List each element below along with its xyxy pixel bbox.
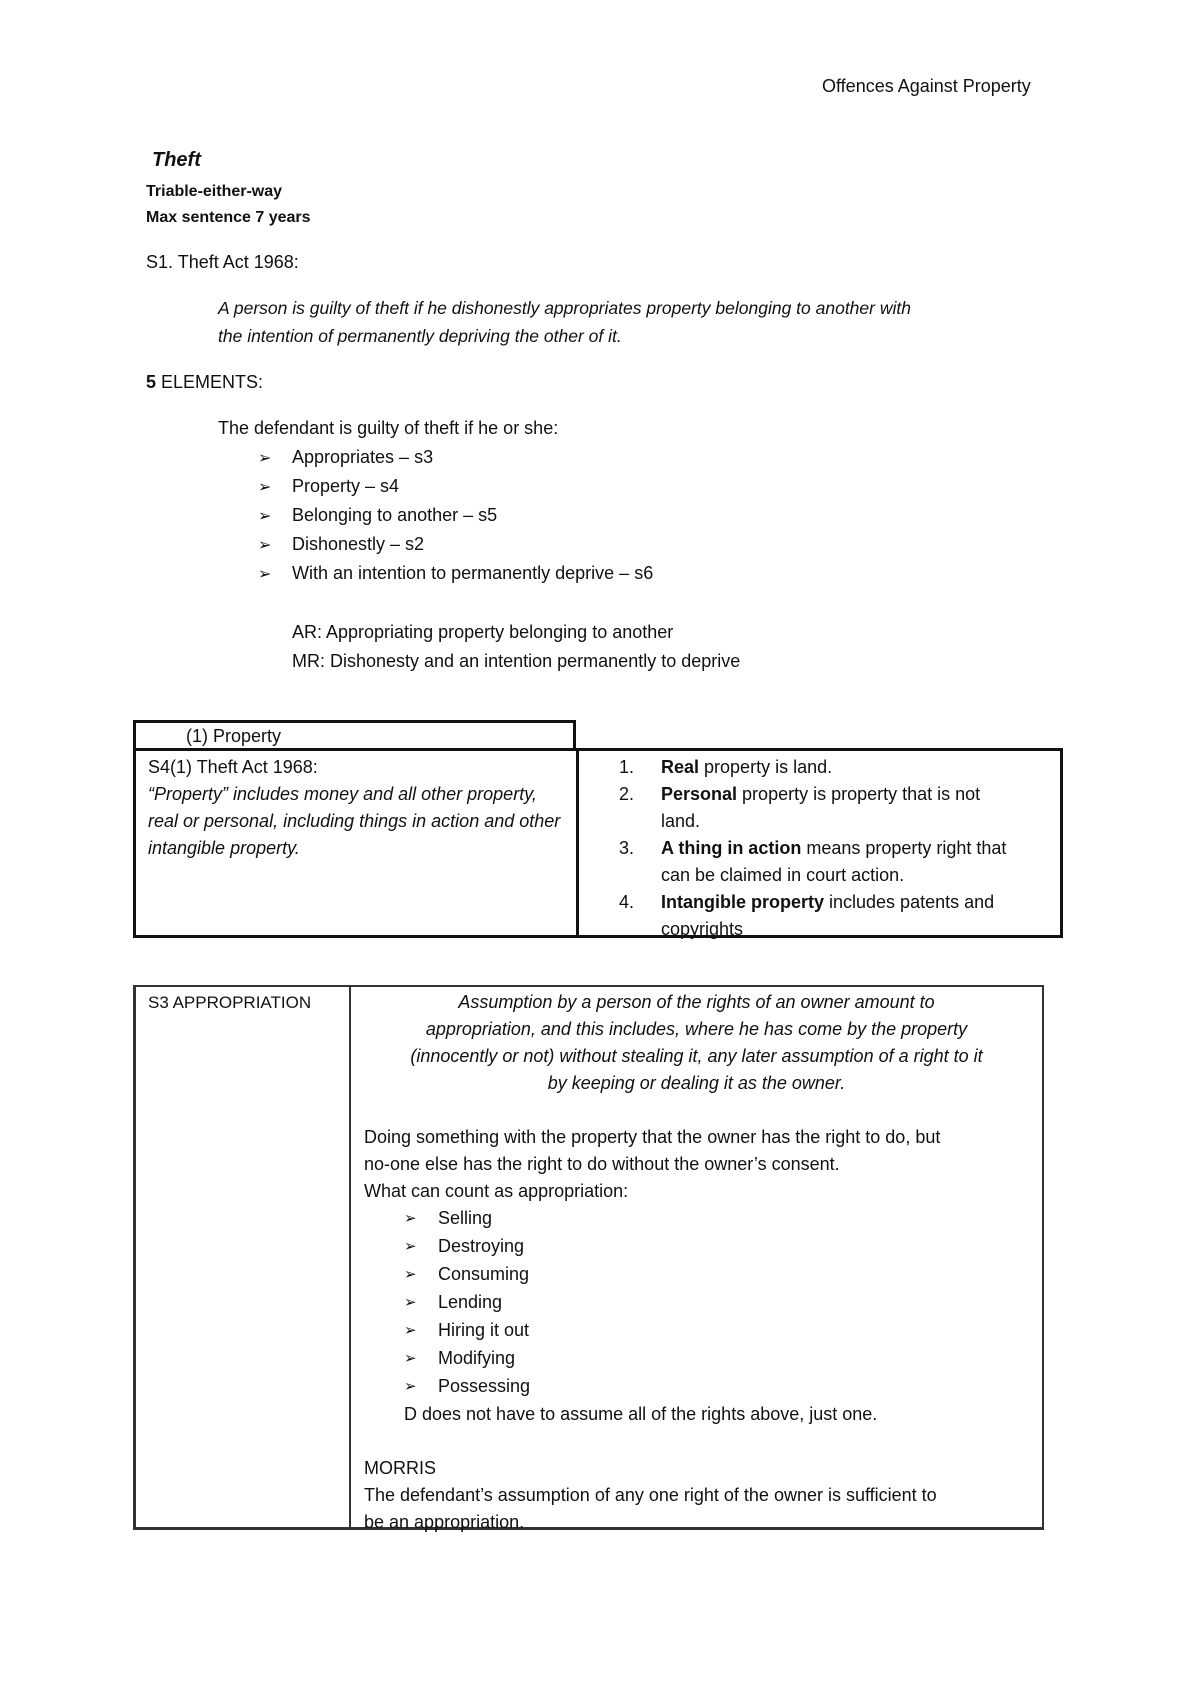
element-text: Appropriates – s3 (292, 447, 434, 467)
element-item (258, 472, 399, 502)
item-term: Intangible property (661, 892, 825, 912)
appropriation-table (133, 985, 1044, 1530)
list-intro: What can count as appropriation: (364, 1181, 629, 1201)
arrowhead-bullet-icon: ➢ (404, 1378, 417, 1395)
property-table-row (133, 748, 1063, 938)
item-number: 1. (619, 757, 635, 777)
example-text: Consuming (438, 1264, 530, 1284)
quote-line: appropriation, and this includes, where he has come by the property (425, 1019, 968, 1039)
element-text: Dishonestly – s2 (292, 534, 425, 554)
property-type-item (619, 754, 1049, 781)
item-number: 2. (619, 784, 635, 804)
mode-of-trial: Triable-either-way (146, 183, 283, 200)
element-text: With an intention to permanently deprive – s6 (292, 563, 654, 583)
column-divider (349, 987, 351, 1527)
elements-count: 5 (146, 372, 157, 392)
explanation-line: no-one else has the right to do without the owner’s consent. (364, 1154, 840, 1174)
example-text: Selling (438, 1208, 493, 1228)
appropriation-example (364, 1233, 1029, 1261)
element-item (258, 443, 433, 473)
arrowhead-bullet-icon: ➢ (258, 537, 272, 554)
example-text: Destroying (438, 1236, 525, 1256)
arrowhead-bullet-icon: ➢ (404, 1210, 417, 1227)
arrowhead-bullet-icon: ➢ (404, 1294, 417, 1311)
appropriation-label: S3 APPROPRIATION (148, 993, 312, 1012)
property-type-item (619, 781, 1049, 835)
definition-line: A person is guilty of theft if he dishonestly appropriates property belonging to another with (218, 298, 911, 318)
example-text: Possessing (438, 1376, 531, 1396)
arrowhead-bullet-icon: ➢ (258, 479, 272, 496)
column-divider (576, 751, 579, 935)
appropriation-example (364, 1205, 1029, 1233)
item-term: A thing in action (661, 838, 802, 858)
item-term: Real (661, 757, 700, 777)
quote-line: Assumption by a person of the rights of an owner amount to (458, 992, 935, 1012)
item-text: can be claimed in court action. (661, 865, 905, 885)
explanation-line: Doing something with the property that the owner has the right to do, but (364, 1127, 941, 1147)
example-text: Modifying (438, 1348, 516, 1368)
property-type-item (619, 889, 1049, 943)
item-text: property is land. (699, 757, 833, 777)
property-definition: “Property” includes money and all other property, real or personal, including things in action and other intangible property. (148, 784, 561, 858)
arrowhead-bullet-icon: ➢ (404, 1322, 417, 1339)
appropriation-example (364, 1373, 1029, 1401)
item-number: 4. (619, 892, 635, 912)
section-title: Theft (152, 149, 201, 171)
appropriation-example (364, 1345, 1029, 1373)
property-table-heading-cell (133, 720, 576, 748)
item-text: copyrights (661, 919, 744, 939)
property-table (133, 720, 1063, 938)
element-item (258, 559, 653, 589)
case-holding: The defendant’s assumption of any one right of the owner is sufficient to (364, 1485, 937, 1505)
item-text: land. (661, 811, 701, 831)
case-holding: be an appropriation. (364, 1512, 525, 1532)
arrowhead-bullet-icon: ➢ (404, 1238, 417, 1255)
item-text: means property right that (801, 838, 1007, 858)
appropriation-content-cell (364, 989, 1029, 1536)
property-types-list (619, 754, 1049, 943)
arrowhead-bullet-icon: ➢ (258, 450, 272, 467)
running-header: Offences Against Property (822, 76, 1031, 96)
arrowhead-bullet-icon: ➢ (404, 1350, 417, 1367)
example-text: Lending (438, 1292, 503, 1312)
property-type-item (619, 835, 1049, 889)
arrowhead-bullet-icon: ➢ (258, 508, 272, 525)
arrowhead-bullet-icon: ➢ (258, 566, 272, 583)
statutory-quote (364, 989, 1029, 1097)
mens-rea: MR: Dishonesty and an intention permanently to deprive (292, 651, 741, 671)
appropriation-example (364, 1289, 1029, 1317)
element-text: Property – s4 (292, 476, 400, 496)
property-heading: (1) Property (186, 726, 282, 746)
item-number: 3. (619, 838, 635, 858)
elements-heading (146, 368, 263, 396)
actus-reus: AR: Appropriating property belonging to another (292, 622, 674, 642)
definition-line: the intention of permanently depriving the other of it. (218, 326, 622, 346)
appropriation-example (364, 1317, 1029, 1345)
example-text: Hiring it out (438, 1320, 530, 1340)
quote-line: by keeping or dealing it as the owner. (547, 1073, 846, 1093)
element-item (258, 501, 497, 531)
case-name: MORRIS (364, 1458, 436, 1478)
appropriation-example (364, 1261, 1029, 1289)
arrowhead-bullet-icon: ➢ (404, 1266, 417, 1283)
elements-intro: The defendant is guilty of theft if he or she: (218, 418, 559, 438)
item-text: includes patents and (824, 892, 995, 912)
item-text: property is property that is not (737, 784, 981, 804)
element-text: Belonging to another – s5 (292, 505, 498, 525)
appropriation-note: D does not have to assume all of the rights above, just one. (404, 1404, 878, 1424)
property-statute-ref: S4(1) Theft Act 1968: (148, 757, 318, 777)
element-item (258, 530, 424, 560)
max-sentence: Max sentence 7 years (146, 209, 311, 226)
elements-label: ELEMENTS: (156, 372, 264, 392)
item-term: Personal (661, 784, 738, 804)
property-definition-cell (148, 754, 568, 862)
statute-reference: S1. Theft Act 1968: (146, 252, 299, 272)
quote-line: (innocently or not) without stealing it, any later assumption of a right to it (410, 1046, 983, 1066)
